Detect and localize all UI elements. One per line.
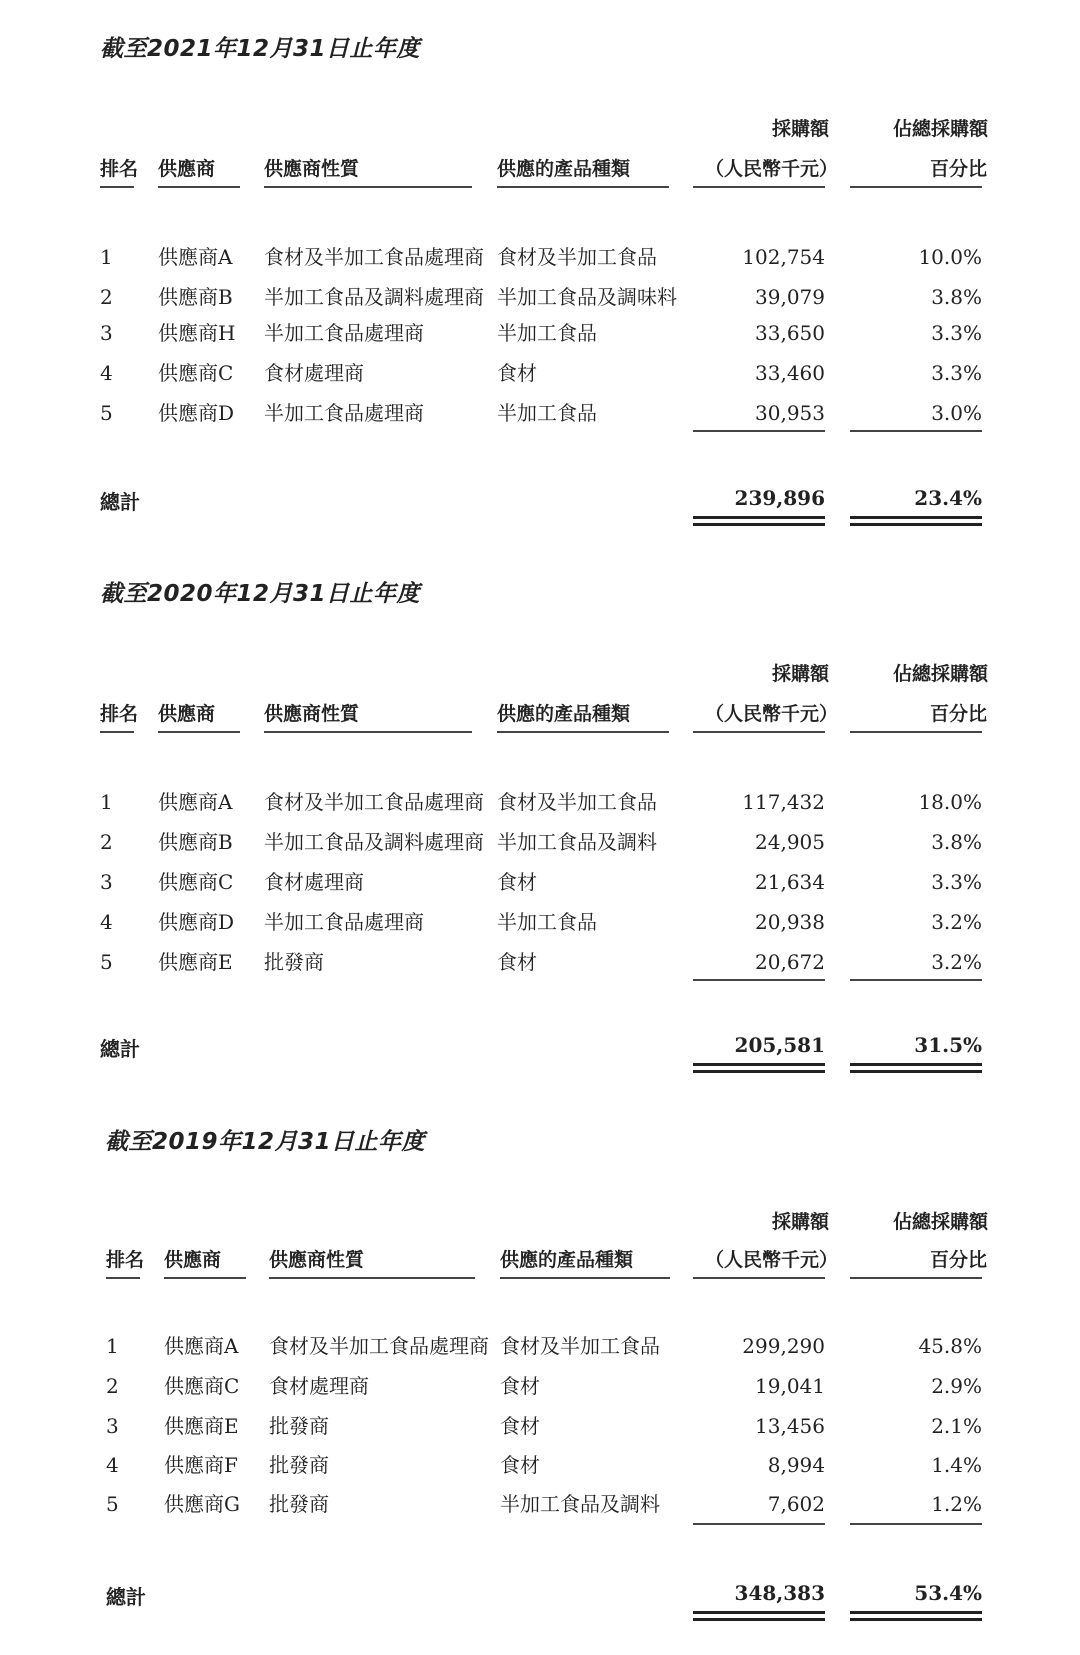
amount-header-underline	[693, 1277, 825, 1279]
pct-cell: 3.2%	[931, 910, 982, 934]
nature-cell: 食材處理商	[264, 361, 364, 385]
supplier-cell: 供應商C	[158, 361, 234, 385]
product-cell: 半加工食品及調料	[500, 1492, 660, 1516]
product-cell: 食材	[497, 950, 537, 974]
amount-cell: 30,953	[755, 401, 825, 425]
supplier-cell: 供應商A	[164, 1334, 239, 1358]
table-row	[0, 398, 1080, 434]
supplier-cell: 供應商E	[158, 950, 233, 974]
nature-cell: 食材及半加工食品處理商	[264, 790, 484, 814]
amount-header-line2: （人民幣千元）	[705, 158, 839, 180]
nature-cell: 食材及半加工食品處理商	[264, 245, 484, 269]
nature-header-underline	[264, 186, 472, 188]
product-cell: 食材及半加工食品	[497, 790, 657, 814]
year-section-2020	[0, 545, 1080, 1085]
rank-header: 排名	[106, 1249, 145, 1271]
supplier-header-underline	[164, 1277, 246, 1279]
rank-header: 排名	[100, 158, 139, 180]
supplier-header-underline	[158, 731, 240, 733]
nature-cell: 半加工食品處理商	[264, 321, 424, 345]
amount-cell: 20,672	[755, 950, 825, 974]
supplier-header-underline	[158, 186, 240, 188]
table-row	[0, 907, 1080, 943]
amount-cell: 299,290	[742, 1334, 825, 1358]
subtotal-rule-amount	[693, 979, 825, 981]
total-amount: 239,896	[734, 486, 825, 510]
product-header-underline	[500, 1277, 670, 1279]
rank-cell: 5	[100, 401, 113, 425]
amount-header-line1: 採購額	[772, 1211, 830, 1233]
supplier-header: 供應商	[158, 703, 216, 725]
amount-cell: 20,938	[755, 910, 825, 934]
amount-cell: 21,634	[755, 870, 825, 894]
rank-cell: 5	[100, 950, 113, 974]
product-cell: 半加工食品及調味料	[497, 285, 677, 309]
nature-cell: 半加工食品及調料處理商	[264, 830, 484, 854]
product-cell: 食材及半加工食品	[497, 245, 657, 269]
supplier-cell: 供應商A	[158, 245, 233, 269]
table-row	[0, 282, 1080, 318]
pct-header-underline	[850, 731, 982, 733]
total-label: 總計	[100, 490, 140, 514]
total-double-rule-pct	[850, 516, 982, 526]
supplier-cell: 供應商H	[158, 321, 236, 345]
subtotal-rule-pct	[850, 979, 982, 981]
rank-cell: 4	[100, 910, 113, 934]
pct-cell: 45.8%	[918, 1334, 982, 1358]
pct-cell: 3.2%	[931, 950, 982, 974]
amount-header-line1: 採購額	[772, 118, 830, 140]
amount-cell: 13,456	[755, 1414, 825, 1438]
amount-header-underline	[693, 186, 825, 188]
pct-header-line2: 百分比	[930, 1249, 988, 1271]
amount-cell: 24,905	[755, 830, 825, 854]
supplier-cell: 供應商G	[164, 1492, 240, 1516]
amount-header-underline	[693, 731, 825, 733]
total-label: 總計	[106, 1585, 146, 1609]
total-double-rule-amount	[693, 1611, 825, 1621]
pct-header-line1: 佔總採購額	[893, 118, 989, 140]
nature-cell: 食材及半加工食品處理商	[269, 1334, 489, 1358]
nature-cell: 半加工食品處理商	[264, 910, 424, 934]
nature-cell: 食材處理商	[269, 1374, 369, 1398]
nature-header: 供應商性質	[264, 158, 360, 180]
section-title: 截至2020年12月31日止年度	[100, 581, 421, 607]
total-double-rule-pct	[850, 1611, 982, 1621]
rank-cell: 3	[100, 321, 113, 345]
section-title: 截至2021年12月31日止年度	[100, 36, 421, 62]
table-row	[0, 242, 1080, 278]
supplier-header: 供應商	[164, 1249, 222, 1271]
total-amount: 348,383	[734, 1581, 825, 1605]
nature-cell: 食材處理商	[264, 870, 364, 894]
product-header: 供應的產品種類	[500, 1249, 634, 1271]
section-title: 截至2019年12月31日止年度	[105, 1129, 426, 1155]
rank-cell: 3	[100, 870, 113, 894]
product-cell: 食材	[497, 361, 537, 385]
pct-cell: 3.8%	[931, 830, 982, 854]
rank-cell: 2	[100, 285, 113, 309]
rank-cell: 4	[106, 1453, 119, 1477]
subtotal-rule-pct	[850, 430, 982, 432]
pct-header-line2: 百分比	[930, 158, 988, 180]
pct-cell: 18.0%	[918, 790, 982, 814]
supplier-cell: 供應商A	[158, 790, 233, 814]
total-label: 總計	[100, 1037, 140, 1061]
pct-cell: 3.3%	[931, 321, 982, 345]
rank-cell: 2	[100, 830, 113, 854]
rank-header-underline	[100, 731, 134, 733]
rank-cell: 4	[100, 361, 113, 385]
subtotal-rule-amount	[693, 430, 825, 432]
product-header-underline	[497, 186, 669, 188]
table-row	[0, 358, 1080, 394]
pct-header-underline	[850, 186, 982, 188]
supplier-cell: 供應商C	[164, 1374, 240, 1398]
subtotal-rule-amount	[693, 1523, 825, 1525]
amount-header-line1: 採購額	[772, 663, 830, 685]
pct-cell: 2.1%	[931, 1414, 982, 1438]
amount-cell: 102,754	[742, 245, 825, 269]
total-pct: 23.4%	[914, 486, 982, 510]
amount-header-line2: （人民幣千元）	[705, 703, 839, 725]
table-row	[0, 1450, 1080, 1486]
pct-header-line2: 百分比	[930, 703, 988, 725]
pct-header-line1: 佔總採購額	[893, 663, 989, 685]
total-pct: 53.4%	[914, 1581, 982, 1605]
nature-header: 供應商性質	[264, 703, 360, 725]
product-cell: 半加工食品	[497, 401, 597, 425]
table-row	[0, 1411, 1080, 1447]
table-row	[0, 787, 1080, 823]
rank-header: 排名	[100, 703, 139, 725]
table-row	[0, 867, 1080, 903]
supplier-cell: 供應商C	[158, 870, 234, 894]
rank-cell: 5	[106, 1492, 119, 1516]
pct-cell: 3.3%	[931, 361, 982, 385]
table-row	[0, 827, 1080, 863]
amount-cell: 117,432	[742, 790, 825, 814]
product-cell: 食材	[500, 1374, 540, 1398]
total-double-rule-amount	[693, 516, 825, 526]
nature-cell: 半加工食品及調料處理商	[264, 285, 484, 309]
nature-cell: 批發商	[264, 950, 324, 974]
table-row	[0, 1489, 1080, 1525]
product-header: 供應的產品種類	[497, 158, 631, 180]
pct-cell: 3.0%	[931, 401, 982, 425]
supplier-cell: 供應商E	[164, 1414, 239, 1438]
table-row	[0, 1371, 1080, 1407]
table-row	[0, 947, 1080, 983]
rank-header-underline	[106, 1277, 140, 1279]
pct-cell: 1.4%	[931, 1453, 982, 1477]
rank-cell: 1	[100, 790, 113, 814]
nature-cell: 批發商	[269, 1492, 329, 1516]
total-pct: 31.5%	[914, 1033, 982, 1057]
supplier-cell: 供應商D	[158, 401, 235, 425]
subtotal-rule-pct	[850, 1523, 982, 1525]
amount-cell: 39,079	[755, 285, 825, 309]
rank-cell: 1	[100, 245, 113, 269]
nature-header: 供應商性質	[269, 1249, 365, 1271]
total-double-rule-amount	[693, 1063, 825, 1073]
rank-cell: 2	[106, 1374, 119, 1398]
pct-header-underline	[850, 1277, 982, 1279]
rank-cell: 1	[106, 1334, 119, 1358]
nature-cell: 半加工食品處理商	[264, 401, 424, 425]
nature-header-underline	[264, 731, 472, 733]
table-row	[0, 318, 1080, 354]
pct-header-line1: 佔總採購額	[893, 1211, 989, 1233]
amount-cell: 7,602	[767, 1492, 825, 1516]
supplier-cell: 供應商F	[164, 1453, 238, 1477]
supplier-cell: 供應商B	[158, 285, 233, 309]
amount-cell: 33,460	[755, 361, 825, 385]
product-cell: 半加工食品	[497, 321, 597, 345]
product-cell: 半加工食品及調料	[497, 830, 657, 854]
total-double-rule-pct	[850, 1063, 982, 1073]
pct-cell: 3.3%	[931, 870, 982, 894]
table-row	[0, 1331, 1080, 1367]
amount-header-line2: （人民幣千元）	[705, 1249, 839, 1271]
product-cell: 食材及半加工食品	[500, 1334, 660, 1358]
rank-header-underline	[100, 186, 134, 188]
product-header: 供應的產品種類	[497, 703, 631, 725]
pct-cell: 2.9%	[931, 1374, 982, 1398]
product-cell: 食材	[500, 1453, 540, 1477]
nature-cell: 批發商	[269, 1453, 329, 1477]
pct-cell: 1.2%	[931, 1492, 982, 1516]
product-header-underline	[497, 731, 669, 733]
supplier-cell: 供應商B	[158, 830, 233, 854]
product-cell: 食材	[500, 1414, 540, 1438]
pct-cell: 3.8%	[931, 285, 982, 309]
product-cell: 食材	[497, 870, 537, 894]
year-section-2019	[0, 1093, 1080, 1633]
rank-cell: 3	[106, 1414, 119, 1438]
product-cell: 半加工食品	[497, 910, 597, 934]
total-amount: 205,581	[734, 1033, 825, 1057]
supplier-cell: 供應商D	[158, 910, 235, 934]
year-section-2021	[0, 0, 1080, 540]
amount-cell: 19,041	[755, 1374, 825, 1398]
amount-cell: 33,650	[755, 321, 825, 345]
nature-header-underline	[269, 1277, 475, 1279]
nature-cell: 批發商	[269, 1414, 329, 1438]
pct-cell: 10.0%	[918, 245, 982, 269]
amount-cell: 8,994	[767, 1453, 825, 1477]
supplier-header: 供應商	[158, 158, 216, 180]
